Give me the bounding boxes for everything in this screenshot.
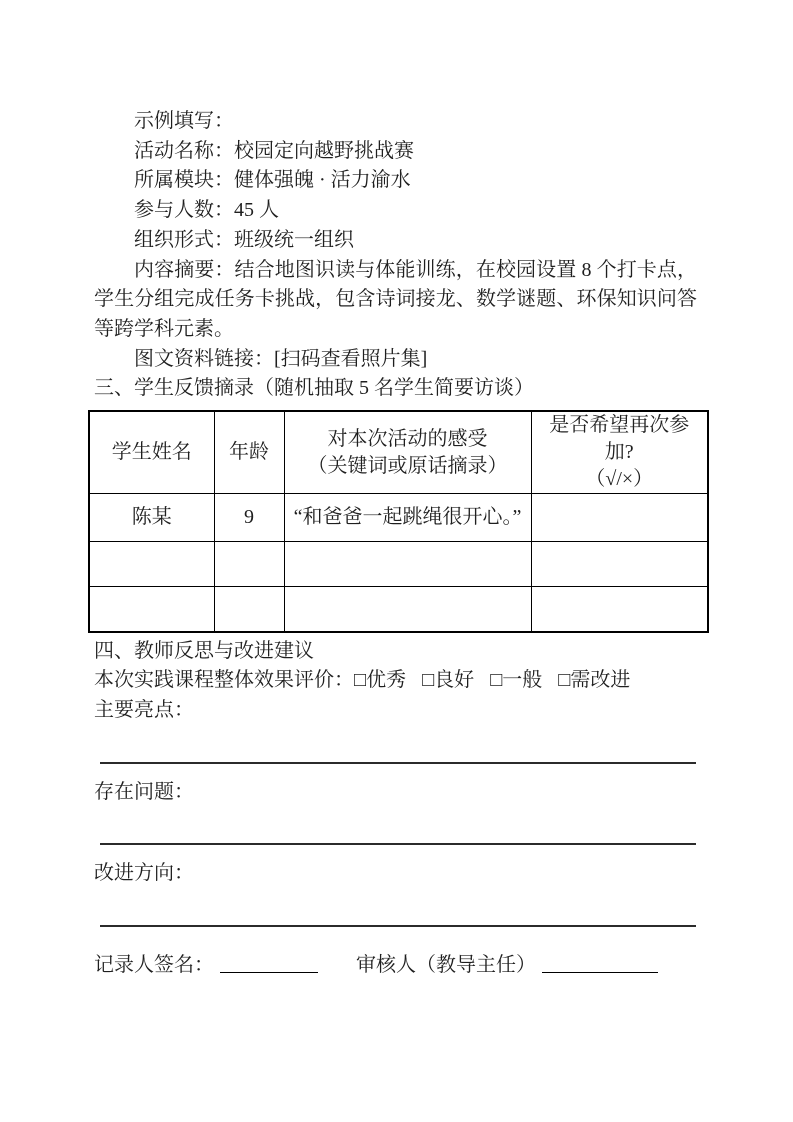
cell-feeling: “和爸爸一起跳绳很开心。” (284, 494, 531, 542)
evaluation-line (94, 666, 697, 696)
section4-title: 四、教师反思与改进建议 (94, 639, 314, 662)
field-label: 所属模块： (134, 169, 234, 192)
field-value: 班级统一组织 (234, 228, 354, 251)
cell-student-name (89, 542, 214, 587)
cell-age (214, 542, 284, 587)
prompt-highlights: 主要亮点： (94, 698, 194, 721)
recorder-signature-label: 记录人签名： (94, 954, 214, 977)
field-organization (94, 226, 697, 256)
photo-link-label: 图文资料链接： (134, 347, 274, 370)
signature-row (94, 951, 697, 981)
checkbox-option-needs-improvement: □需改进 (558, 669, 631, 692)
photo-link-line (94, 345, 697, 375)
document-content (94, 107, 697, 981)
table-row (89, 542, 708, 587)
col-title: 是否希望再次参加? (549, 414, 690, 464)
cell-again (531, 587, 708, 632)
checkbox-option-average: □一般 (490, 669, 543, 692)
col-header-student-name (89, 411, 214, 494)
cell-student-name (89, 587, 214, 632)
cell-again (531, 542, 708, 587)
write-in-line (100, 925, 696, 927)
col-header-age (214, 411, 284, 494)
student-feedback-table (88, 410, 709, 633)
field-label: 组织形式： (134, 228, 234, 251)
summary-text: 结合地图识读与体能训练，在校园设置 8 个打卡点，学生分组完成任务卡挑战，包含诗词接龙、数学谜题、环保知识问答等跨学科元素。 (94, 258, 698, 340)
table-row (89, 494, 708, 542)
field-value: 健体强魄 · 活力渝水 (234, 169, 411, 192)
write-in-line (100, 843, 696, 845)
cell-student-name: 陈某 (89, 494, 214, 542)
checkbox-option-good: □良好 (422, 669, 475, 692)
cell-age (214, 587, 284, 632)
col-subtitle: （关键词或原话摘录） (307, 454, 508, 477)
summary-paragraph (94, 256, 697, 345)
write-in-line (100, 762, 696, 764)
reviewer-signature-blank (542, 953, 658, 973)
field-value: 45 人 (234, 199, 279, 222)
field-label: 参与人数： (134, 199, 234, 222)
example-heading: 示例填写： (134, 110, 234, 132)
field-participants (94, 196, 697, 226)
prompt-problems: 存在问题： (94, 780, 194, 803)
cell-feeling (284, 587, 531, 632)
col-title: 学生姓名 (111, 441, 192, 464)
section3-title: 三、学生反馈摘录（随机抽取 5 名学生简要访谈） (94, 377, 534, 400)
prompt-improvements: 改进方向： (94, 862, 194, 885)
recorder-signature-blank (220, 953, 318, 973)
col-header-feeling (284, 411, 531, 494)
cell-again (531, 494, 708, 542)
field-activity-name (94, 137, 697, 167)
table-header-row (89, 411, 708, 494)
col-subtitle: （√/×） (585, 468, 654, 491)
checkbox-option-excellent: □优秀 (354, 669, 407, 692)
table-row (89, 587, 708, 632)
evaluation-label: 本次实践课程整体效果评价： (94, 669, 354, 692)
field-value: 校园定向越野挑战赛 (234, 139, 414, 162)
cell-feeling (284, 542, 531, 587)
cell-age: 9 (214, 494, 284, 542)
field-label: 活动名称： (134, 139, 234, 162)
reviewer-label: 审核人（教导主任） (356, 954, 536, 977)
photo-link-value: [扫码查看照片集] (274, 347, 428, 370)
col-title: 年龄 (229, 441, 269, 464)
col-header-again (531, 411, 708, 494)
col-title: 对本次活动的感受 (327, 427, 488, 450)
summary-label: 内容摘要： (134, 258, 235, 281)
field-module (94, 166, 697, 196)
